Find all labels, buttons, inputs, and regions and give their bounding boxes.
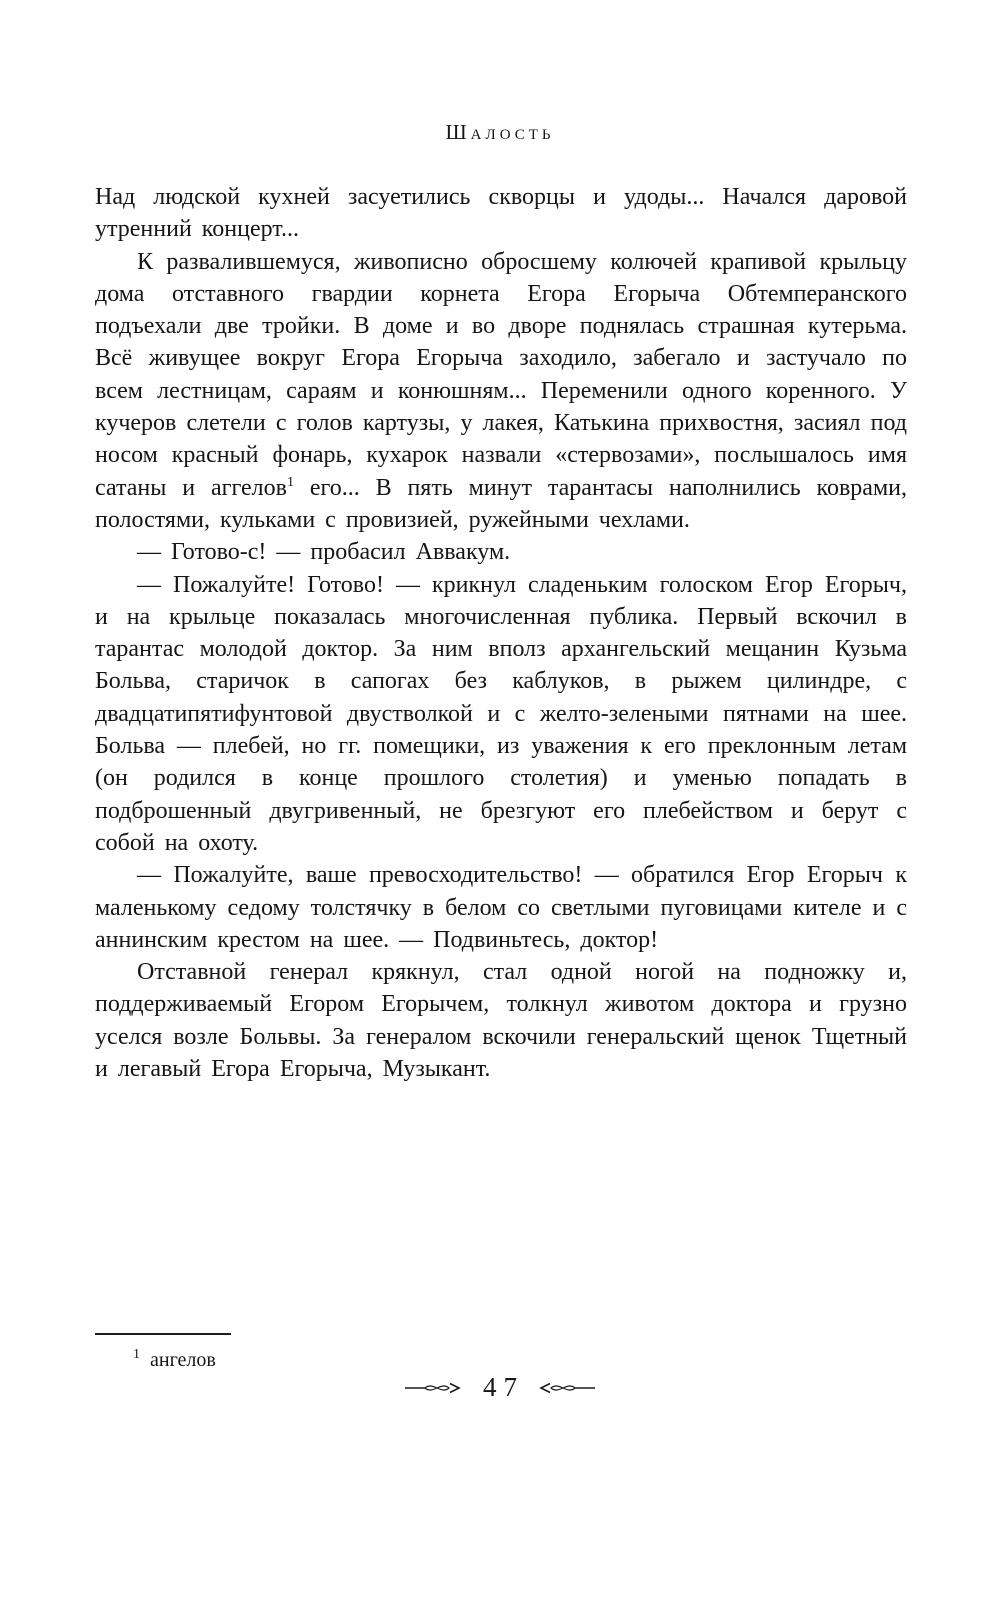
footnote-reference: 1 xyxy=(286,474,294,490)
footnote-marker: 1 xyxy=(133,1347,140,1363)
page-footer xyxy=(0,1372,1000,1403)
footnote-text: ангелов xyxy=(150,1349,216,1371)
paragraph-text: его... В пять минут тарантасы наполнились коврами, полостями, кульками с провизией, ружейными чехлами. xyxy=(95,474,907,533)
running-header: Шалость xyxy=(445,120,555,144)
paragraph: Над людской кухней засуетились скворцы и удоды... Начался даровой утренний концерт... xyxy=(95,184,907,243)
footnote-separator-rule xyxy=(95,1333,231,1335)
text-block xyxy=(95,181,907,1085)
paragraph xyxy=(95,246,907,537)
page-ornament-right-icon xyxy=(538,1380,596,1396)
paragraph-text: К развалившемуся, живописно обросшему колючей крапивой крыльцу дома отставного гвардии корнета Егора Егорыча Обтемперанского подъехали две тройки. В доме и во дворе поднялась страшная кутерьма. Всё живущее вокруг Егора Егорыча заходило, забегало и застучало по всем лестницам, сараям и конюшням... Переменили одного коренного. У кучеров слетели с голов картузы, у лакея, Катькина прихвостня, засиял под носом красный фонарь, кухарок назвали «стервозами», послышалось имя сатаны и аггелов xyxy=(95,248,907,501)
footnote xyxy=(95,1346,907,1374)
paragraph: — Пожалуйте! Готово! — крикнул сладеньким голоском Егор Егорыч, и на крыльце показалась многочисленная публика. Первый вскочил в тарантас молодой доктор. За ним вполз архангельский мещанин Кузьма Больва, старичок в сапогах без каблуков, в рыжем цилиндре, с двадцатипятифунтовой двустволкой и с желто-зелеными пятнами на шее. Больва — плебей, но гг. помещики, из уважения к его преклонным летам (он родился в конце прошлого столетия) и уменью попадать в подброшенный двугривенный, не брезгуют его плебейством и берут с собой на охоту. xyxy=(95,571,907,856)
page-number: 47 xyxy=(483,1372,524,1402)
paragraph: — Готово-с! — пробасил Аввакум. xyxy=(137,539,511,566)
page-ornament-left-icon xyxy=(404,1380,462,1396)
paragraph: — Пожалуйте, ваше превосходительство! — обратился Егор Егорыч к маленькому седому толстячку в белом со светлыми пуговицами кителе и с аннинским крестом на шее. — Подвиньтесь, доктор! xyxy=(95,862,907,953)
paragraph: Отставной генерал крякнул, стал одной ногой на подножку и, поддерживаемый Егором Егорычем, толкнул животом доктора и грузно уселся возле Больвы. За генералом вскочили генеральский щенок Тщетный и легавый Егора Егорыча, Музыкант. xyxy=(95,959,907,1083)
